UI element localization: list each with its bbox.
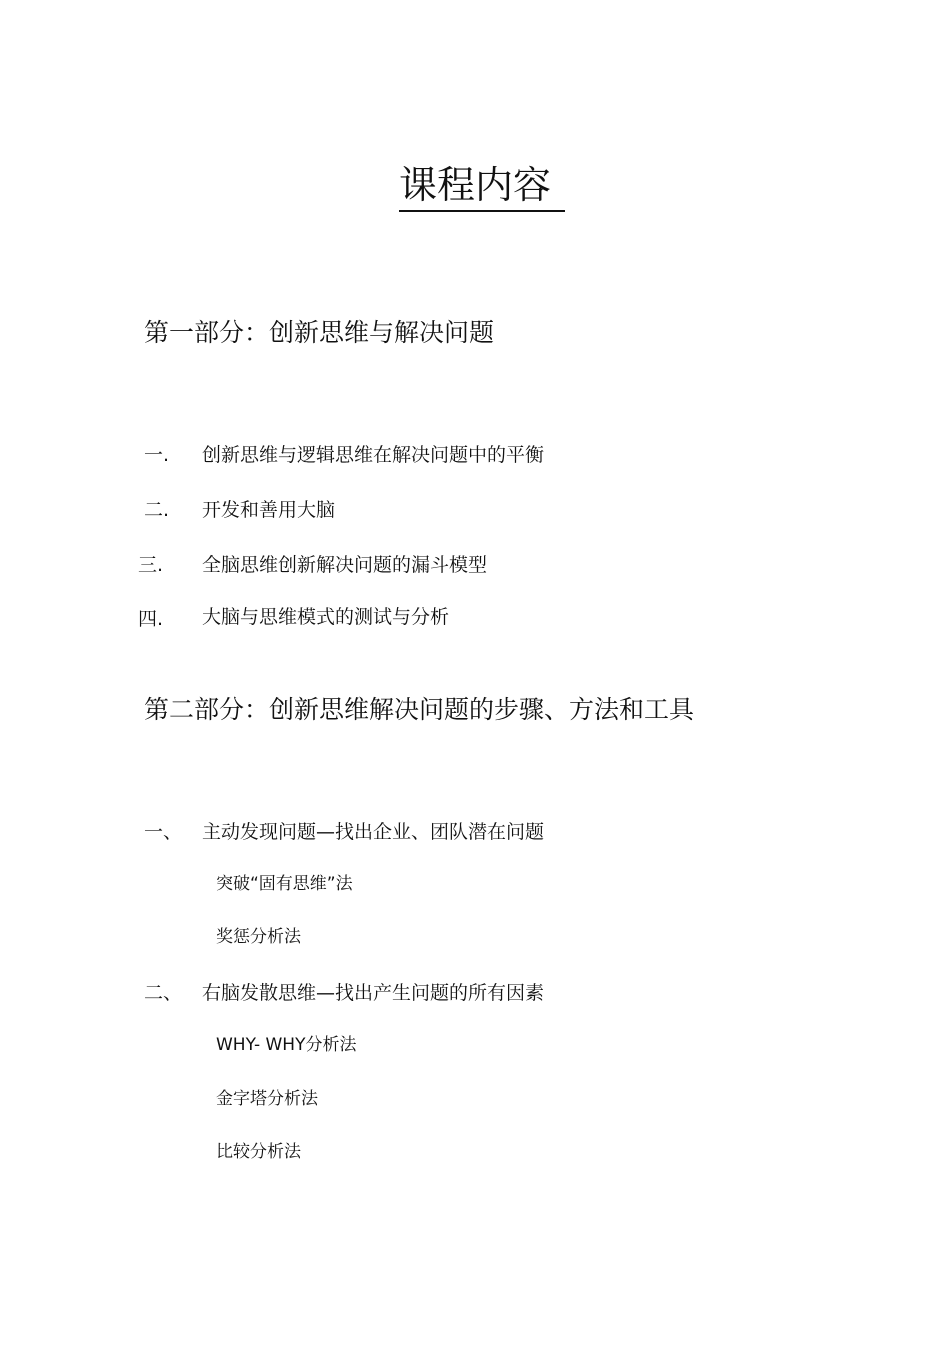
sub-item: 奖惩分析法 bbox=[216, 927, 301, 947]
item-number: 二、 bbox=[144, 982, 183, 1004]
sub-item: 金字塔分析法 bbox=[216, 1089, 318, 1109]
item-text: 右脑发散思维—找出产生问题的所有因素 bbox=[202, 982, 545, 1004]
document-title-text: 课程内容 bbox=[399, 166, 565, 212]
sub-item: 突破“固有思维”法 bbox=[216, 874, 353, 894]
item-number: 一、 bbox=[144, 821, 183, 843]
item-text: 大脑与思维模式的测试与分析 bbox=[202, 606, 450, 628]
sub-item: 比较分析法 bbox=[216, 1142, 301, 1162]
part2-heading: 第二部分：创新思维解决问题的步骤、方法和工具 bbox=[144, 695, 695, 724]
item-number: 三. bbox=[138, 554, 164, 576]
item-number: 一. bbox=[144, 444, 170, 466]
item-text: 全脑思维创新解决问题的漏斗模型 bbox=[202, 554, 488, 576]
item-text: 开发和善用大脑 bbox=[202, 499, 336, 521]
sub-item: WHY- WHY分析法 bbox=[216, 1035, 357, 1055]
item-number: 二. bbox=[144, 499, 170, 521]
item-text: 主动发现问题—找出企业、团队潜在问题 bbox=[202, 821, 545, 843]
part1-heading: 第一部分：创新思维与解决问题 bbox=[144, 318, 495, 347]
item-text: 创新思维与逻辑思维在解决问题中的平衡 bbox=[202, 444, 545, 466]
item-number: 四. bbox=[138, 608, 164, 630]
document-title bbox=[0, 163, 950, 212]
